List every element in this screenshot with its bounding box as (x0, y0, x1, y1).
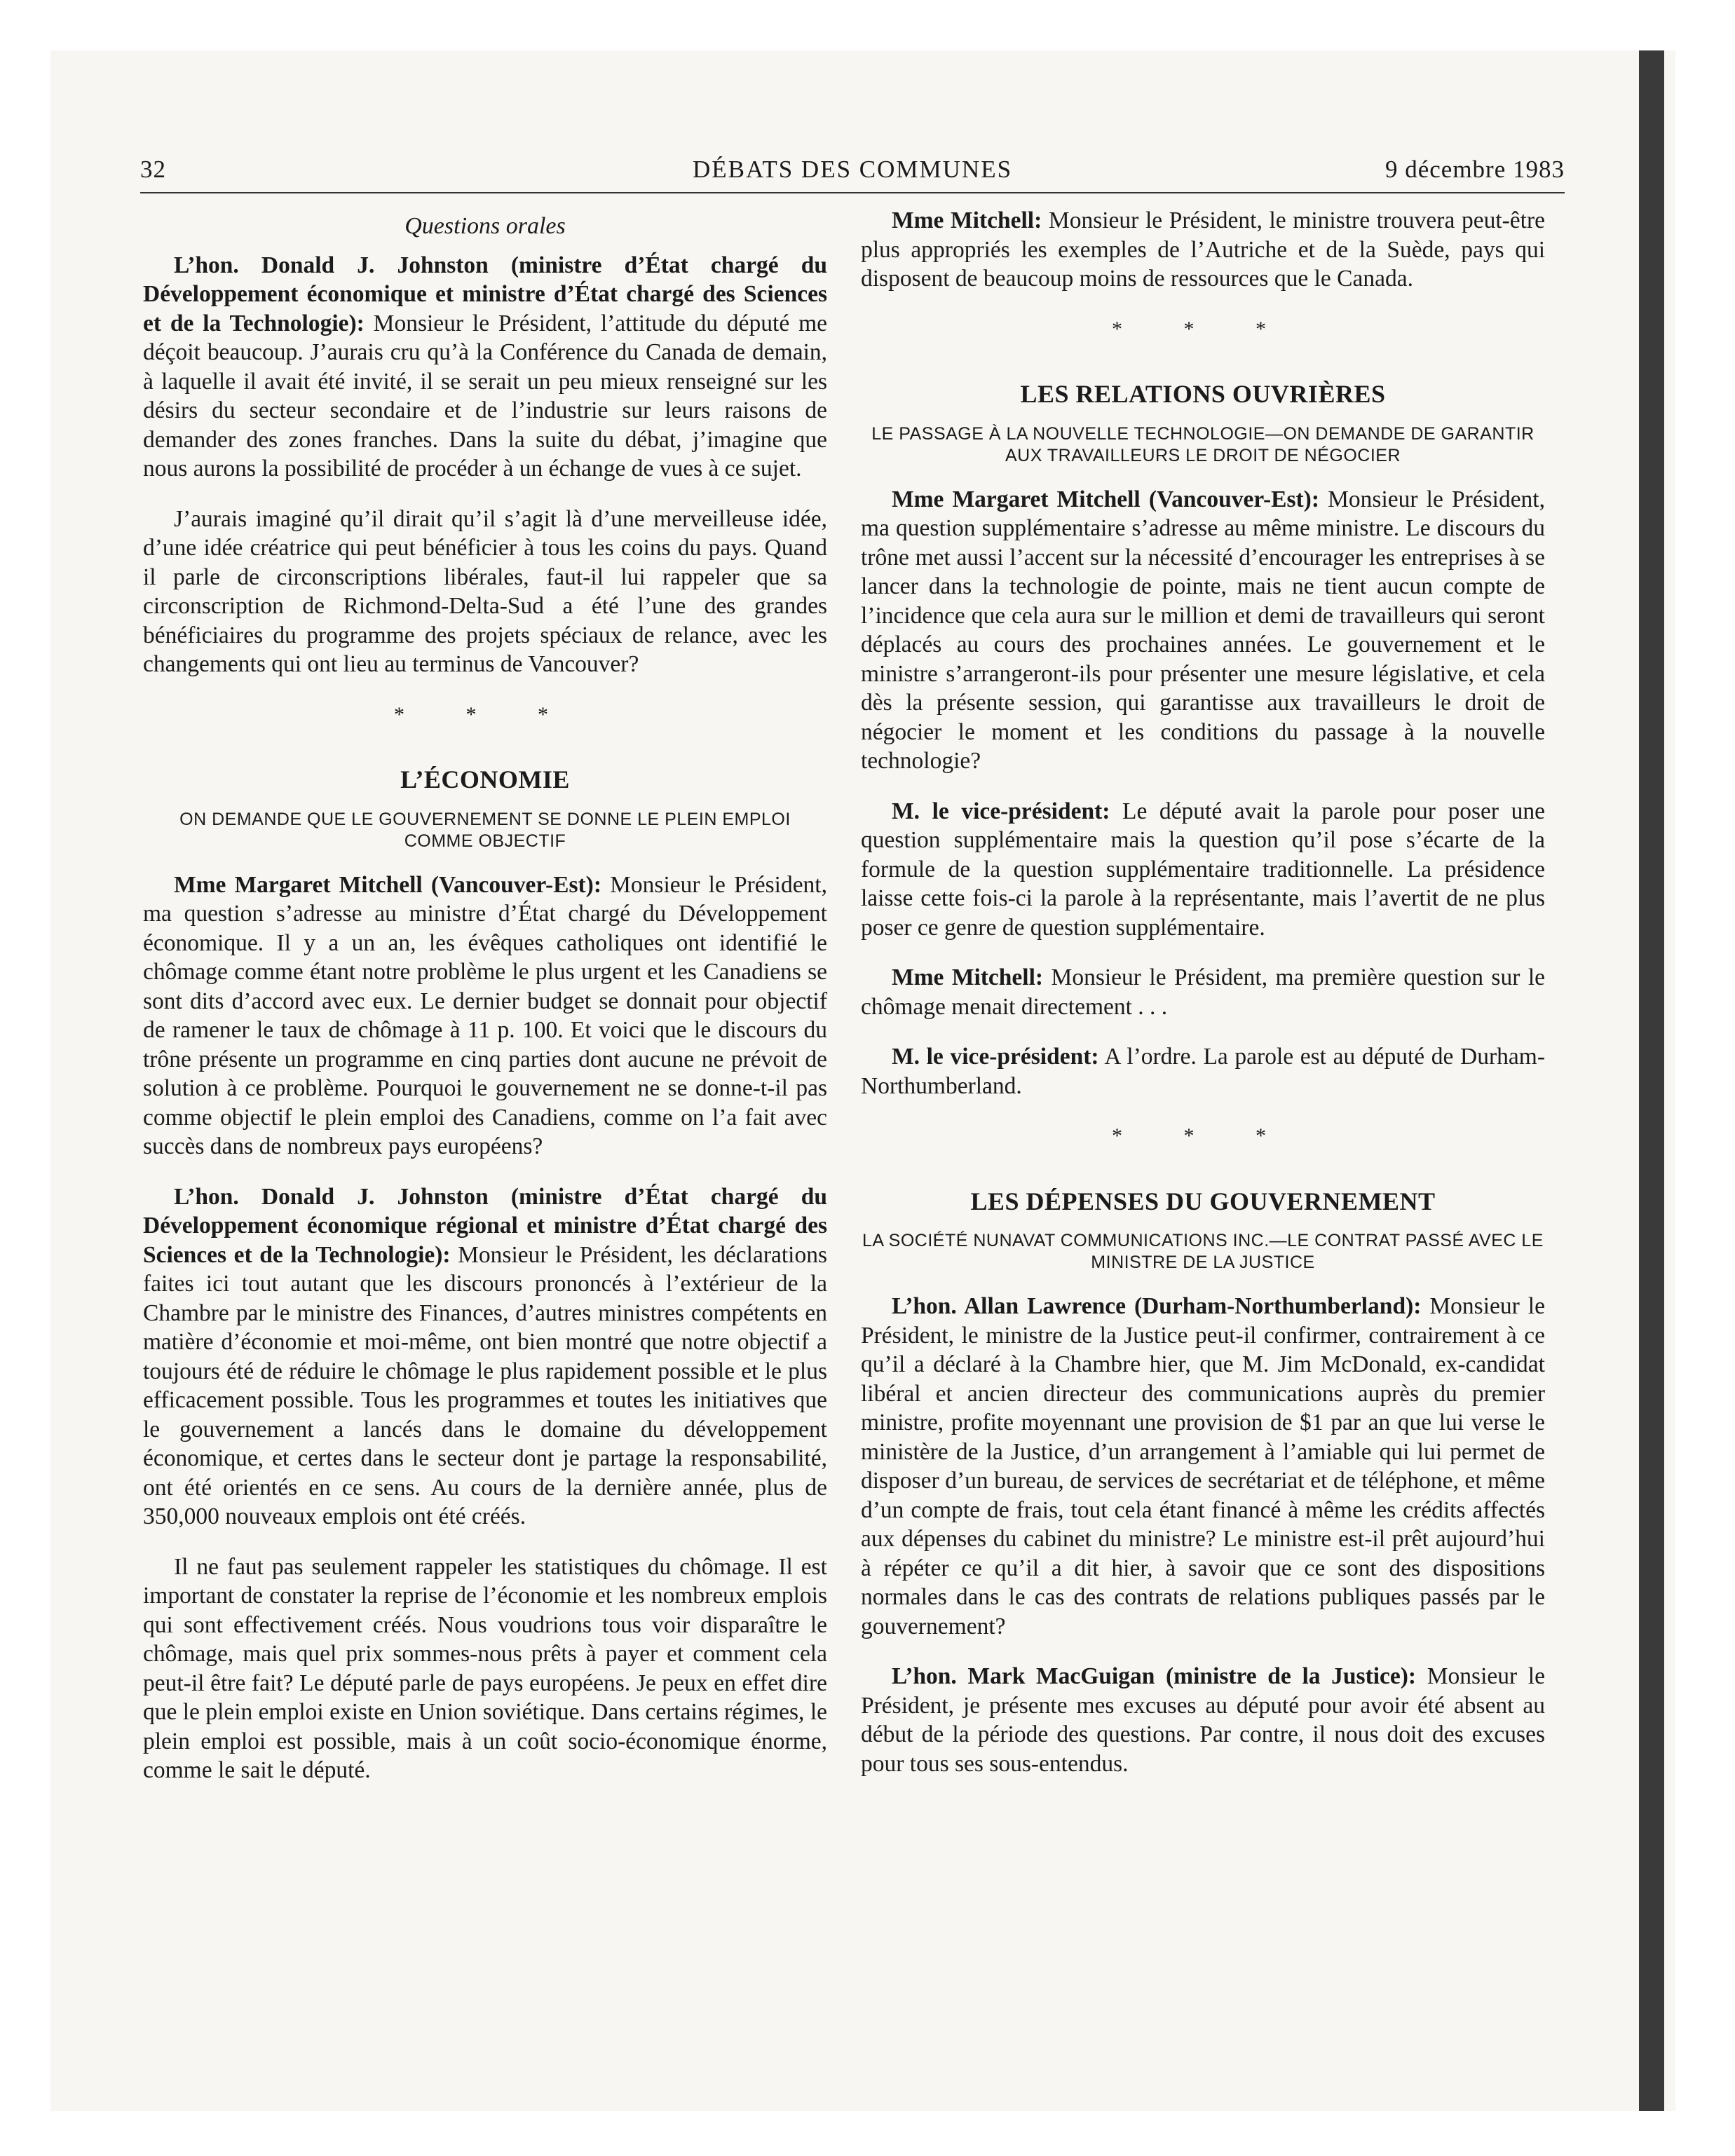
speaker-name: Mme Margaret Mitchell (Vancouver-Est): (174, 871, 601, 898)
speech-text: Monsieur le Président, le ministre trouvera peut-être plus appropriés les exemples de l’Autriche et de la Suède, pays qui disposent de beaucoup moins de ressources que le Canada. (861, 207, 1545, 292)
speaker-name: M. le vice-président: (892, 1044, 1099, 1070)
speech-paragraph (861, 797, 1545, 943)
speech-text: Le député avait la parole pour poser une question supplémentaire mais la question qu’il pose s’écarte de la formule de la question supplémentaire traditionnelle. La présidence laisse cette fois-ci la parole à la représentante, mais l’avertit de ne plus poser ce genre de question supplémentaire. (861, 798, 1545, 941)
speech-paragraph (861, 1662, 1545, 1778)
left-column (143, 206, 827, 1806)
speech-paragraph (143, 871, 827, 1161)
publication-title: DÉBATS DES COMMUNES (692, 156, 1013, 183)
speech-paragraph (861, 206, 1545, 294)
speech-paragraph (861, 1292, 1545, 1641)
section-separator: * * * (1112, 317, 1294, 341)
speaker-name: L’hon. Allan Lawrence (Durham-Northumberland): (892, 1293, 1422, 1319)
speech-text: Monsieur le Président, ma première question sur le chômage menait directement . . . (861, 964, 1545, 1020)
speaker-name: Mme Margaret Mitchell (Vancouver-Est): (892, 486, 1319, 512)
rubric-title: Questions orales (404, 213, 566, 239)
speech-paragraph (143, 1182, 827, 1531)
running-header (140, 156, 1565, 193)
speaker-name: L’hon. Donald J. Johnston (ministre d’État chargé du Développement économique et ministre d’État chargé des Sciences et de la Technologie): (143, 252, 827, 336)
page-number: 32 (140, 156, 166, 183)
speech-paragraph: J’aurais imaginé qu’il dirait qu’il s’agit là d’une merveilleuse idée, d’une idée créatrice qui peut bénéficier à tous les coins du pays. Quand il parle de circonscriptions libérales, faut-il lui rappeler que sa circonscription de Richmond-Delta-Sud a été l’une des grandes bénéficiaires du programme des projets spéciaux de relance, avec les changements qui ont lieu au terminus de Vancouver? (143, 505, 827, 677)
issue-date: 9 décembre 1983 (1384, 156, 1565, 183)
speech-paragraph (861, 1042, 1545, 1100)
speech-text: Monsieur le Président, les déclarations faites ici tout autant que les discours prononcés à l’extérieur de la Chambre par le ministre des Finances, d’autres ministres compétents en matière d’économie et moi-même, ont bien montré que notre objectif a toujours été de réduire le chômage le plus rapidement possible et le plus efficacement possible. Tous les programmes et toutes les initiatives que le gouvernement a lancés dans le domaine du développement économique, et certes dans le secteur dont je partage la responsabilité, ont été orientés en ce sens. Au cours de la dernière année, plus de 350,000 nouveaux emplois ont été créés. (143, 1241, 828, 1529)
speech-paragraph (143, 251, 827, 484)
section-title: LES DÉPENSES DU GOUVERNEMENT (970, 1187, 1436, 1215)
section-title: L’ÉCONOMIE (400, 765, 570, 793)
section-subtitle: LE PASSAGE À LA NOUVELLE TECHNOLOGIE—ON DEMANDE DE GARANTIR AUX TRAVAILLEURS LE DROIT DE NÉGOCIER (871, 423, 1535, 465)
speech-text: Monsieur le Président, le ministre de la Justice peut-il confirmer, contrairement à ce qu’il a déclaré à la Chambre hier, que M. Jim McDonald, ex-candidat libéral et ancien directeur des communications auprès du premier ministre, profite moyennant une provision de $1 par an que lui verse le ministère de la Justice, d’un arrangement à l’amiable qui lui permet de disposer d’un bureau, de services de secrétariat et de téléphone, et même d’un compte de frais, tout cela étant financé à même les crédits affectés aux dépenses du cabinet du ministre? Le ministre est-il prêt aujourd’hui à répéter ce qu’il a dit hier, à savoir que ce sont des dispositions normales dans le cas des contrats de relations publiques passés par le gouvernement? (861, 1293, 1545, 1639)
speaker-name: L’hon. Mark MacGuigan (ministre de la Justice): (892, 1663, 1417, 1689)
speech-text: Monsieur le Président, ma question supplémentaire s’adresse au même ministre. Le discours du trône met aussi l’accent sur la nécessité d’encourager les entreprises à se lancer dans la technologie de pointe, mais ne tient aucun compte de l’incidence que cela aura sur le million et demi de travailleurs qui seront déplacés au cours des prochaines années. Le gouvernement et le ministre s’arrangeront-ils pour présenter une mesure législative, et cela dès la présente session, qui garantisse aux travailleurs le droit de négocier le moment et les conditions du passage à la nouvelle technologie? (861, 486, 1545, 774)
speaker-name: L’hon. Donald J. Johnston (ministre d’État chargé du Développement économique régional et ministre d’État chargé des Sciences et de la Technologie): (143, 1183, 827, 1268)
speech-paragraph: Il ne faut pas seulement rappeler les statistiques du chômage. Il est important de constater la reprise de l’économie et les nombreux emplois qui sont effectivement créés. Nous voudrions tous voir disparaître le chômage, mais quel prix sommes-nous prêts à payer et comment cela peut-il être fait? Le député parle de pays européens. Je peux en effet dire que le plein emploi existe en Union soviétique. Dans certains régimes, le plein emploi est possible, mais à un coût socio-économique énorme, comme le sait le député. (143, 1553, 827, 1783)
section-subtitle: ON DEMANDE QUE LE GOUVERNEMENT SE DONNE LE PLEIN EMPLOI COMME OBJECTIF (179, 809, 791, 851)
speech-text: Monsieur le Président, ma question s’adresse au ministre d’État chargé du Développement économique. Il y a un an, les évêques catholiques ont identifié le chômage comme étant notre problème le plus urgent et les Canadiens se sont dits d’accord avec eux. Le dernier budget se donnait pour objectif de ramener le taux de chômage à 11 p. 100. Et voici que le discours du trône présente un programme en cinq parties dont aucune ne prévoit de solution à ce problème. Pourquoi le gouvernement ne se donne-t-il pas comme objectif le plein emploi des Canadiens, comme on l’a fait avec succès dans de nombreux pays européens? (143, 871, 827, 1159)
speaker-name: Mme Mitchell: (892, 207, 1042, 233)
section-subtitle: LA SOCIÉTÉ NUNAVAT COMMUNICATIONS INC.—LE CONTRAT PASSÉ AVEC LE MINISTRE DE LA JUSTICE (862, 1231, 1544, 1272)
speech-text: A l’ordre. La parole est au député de Durham-Northumberland. (861, 1044, 1545, 1099)
speech-paragraph (861, 963, 1545, 1021)
speaker-name: M. le vice-président: (892, 798, 1110, 824)
section-separator: * * * (394, 702, 576, 726)
section-title: LES RELATIONS OUVRIÈRES (1020, 380, 1386, 408)
speech-text: Monsieur le Président, l’attitude du député me déçoit beaucoup. J’aurais cru qu’à la Conférence du Canada de demain, à laquelle il avait été invité, il se serait un peu mieux renseigné sur les désirs du secteur secondaire et de l’industrie sur leurs raisons de demander des zones franches. Dans la suite du débat, j’imagine que nous aurons la possibilité de procéder à un échange de vues à ce sujet. (143, 310, 827, 482)
speech-text: Monsieur le Président, je présente mes excuses au député pour avoir été absent au début de la période des questions. Par contre, il nous doit des excuses pour tous ses sous-entendus. (861, 1663, 1545, 1777)
right-column (861, 206, 1545, 1799)
speaker-name: Mme Mitchell: (892, 964, 1044, 990)
binding-edge (1639, 50, 1664, 2111)
speech-paragraph (861, 485, 1545, 776)
section-separator: * * * (1112, 1124, 1294, 1147)
